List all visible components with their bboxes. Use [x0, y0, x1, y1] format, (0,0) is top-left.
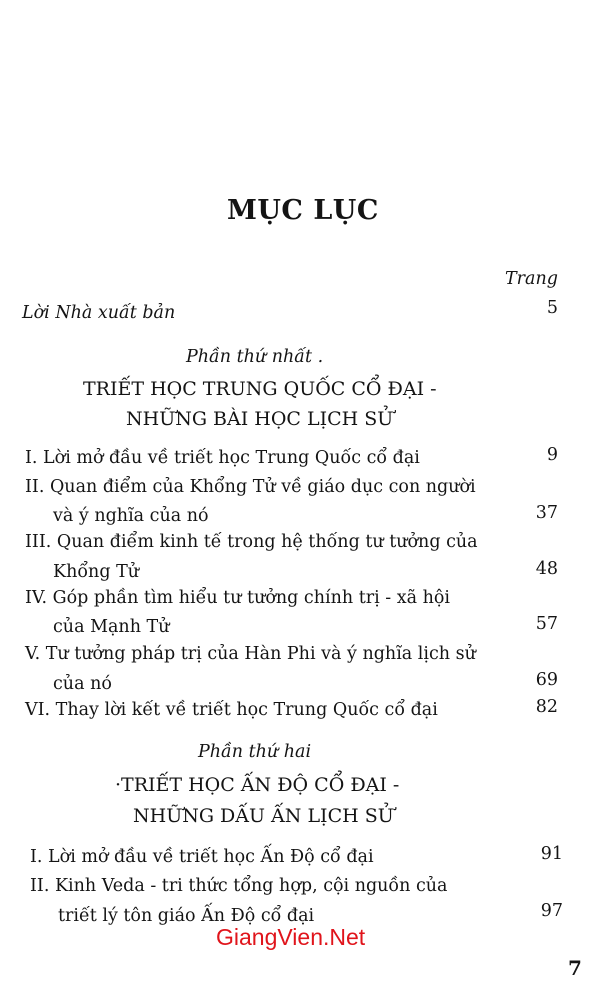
part1-heading-line1: TRIẾT HỌC TRUNG QUỐC CỔ ĐẠI - [83, 378, 437, 400]
part1-heading-line2: NHỮNG BÀI HỌC LỊCH SỬ [126, 408, 394, 430]
toc-entry-2-cont: và ý nghĩa của nó [53, 506, 209, 526]
toc-entry-4-page: 57 [535, 614, 558, 634]
toc-entry-5: V. Tư tưởng pháp trị của Hàn Phi và ý nghĩa lịch sử [25, 644, 476, 664]
toc-entry-3-page: 48 [535, 559, 558, 579]
toc-entry-6-page: 82 [535, 697, 558, 717]
toc-entry-3: III. Quan điểm kinh tế trong hệ thống tư tưởng của [25, 532, 478, 552]
toc-entry-2: II. Quan điểm của Khổng Tử về giáo dục con người [25, 477, 476, 497]
toc-entry-5-page: 69 [535, 670, 558, 690]
toc-entry-2-page: 37 [535, 503, 558, 523]
preface-label: Lời Nhà xuất bản [22, 303, 176, 323]
toc-entry-4-cont: của Mạnh Tử [53, 617, 170, 637]
toc-entry-8-cont: triết lý tôn giáo Ấn Độ cổ đại [58, 906, 315, 926]
part2-heading-line2: NHỮNG DẤU ẤN LỊCH SỬ [133, 805, 394, 827]
toc-entry-3-cont: Khổng Tử [53, 562, 140, 582]
toc-entry-8-page: 97 [540, 901, 563, 921]
toc-entry-7: I. Lời mở đầu về triết học Ấn Độ cổ đại [30, 847, 374, 867]
preface-page: 5 [546, 298, 558, 318]
toc-entry-6: VI. Thay lời kết về triết học Trung Quốc cổ đại [25, 700, 438, 720]
page-title: MỤC LỤC [227, 195, 379, 226]
watermark: GiangVien.Net [216, 924, 366, 950]
toc-entry-8: II. Kinh Veda - tri thức tổng hợp, cội nguồn của [30, 876, 448, 896]
part2-heading-line1: ·TRIẾT HỌC ẤN ĐỘ CỔ ĐẠI - [115, 774, 400, 796]
part1-label: Phần thứ nhất . [186, 347, 324, 367]
page-number: 7 [568, 956, 582, 980]
toc-entry-1: I. Lời mở đầu về triết học Trung Quốc cổ đại [25, 448, 420, 468]
toc-entry-4: IV. Góp phần tìm hiểu tư tưởng chính trị - xã hội [25, 588, 450, 608]
part2-label: Phần thứ hai [198, 742, 312, 762]
toc-entry-5-cont: của nó [53, 674, 112, 694]
toc-entry-1-page: 9 [546, 445, 558, 465]
page-column-header: Trang [505, 269, 558, 289]
toc-entry-7-page: 91 [540, 844, 563, 864]
